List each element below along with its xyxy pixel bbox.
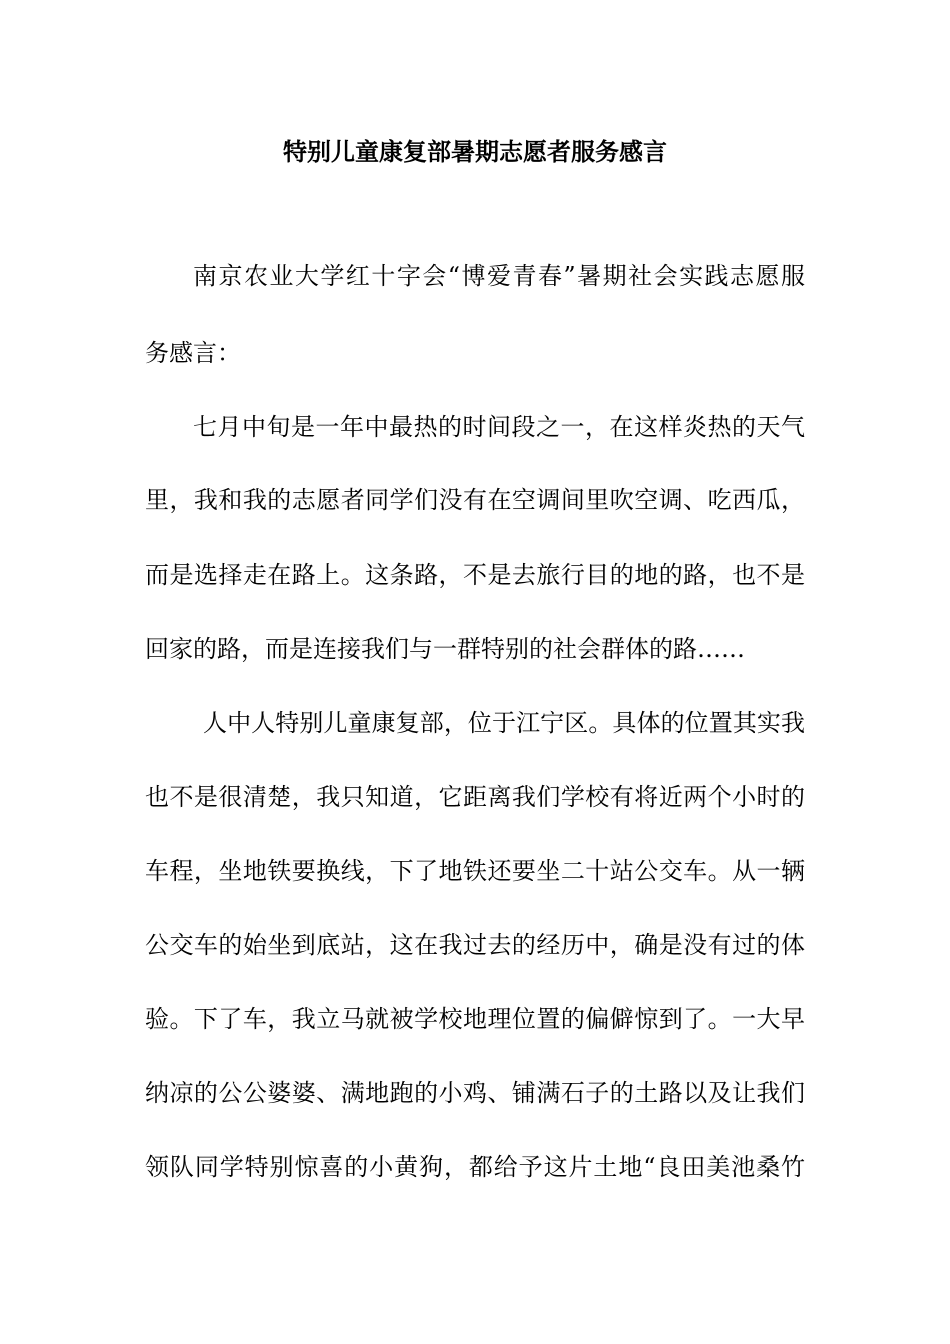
paragraph-line: 务感言： (145, 339, 241, 367)
paragraph-line: 纳凉的公公婆婆、满地跑的小鸡、铺满石子的土路以及让我们 (145, 1079, 805, 1107)
document-title: 特别儿童康复部暑期志愿者服务感言 (283, 137, 667, 166)
paragraph-line: 里，我和我的志愿者同学们没有在空调间里吹空调、吃西瓜， (145, 486, 805, 514)
paragraph-line: 而是选择走在路上。这条路，不是去旅行目的地的路，也不是 (145, 561, 805, 589)
paragraph-line: 车程，坐地铁要换线，下了地铁还要坐二十站公交车。从一辆 (145, 857, 805, 885)
paragraph-line: 领队同学特别惊喜的小黄狗，都给予这片土地“良田美池桑竹 (145, 1153, 805, 1181)
paragraph-line: 南京农业大学红十字会“博爱青春”暑期社会实践志愿服 (193, 262, 805, 290)
paragraph-line: 回家的路，而是连接我们与一群特别的社会群体的路…… (145, 635, 745, 663)
paragraph-line: 验。下了车，我立马就被学校地理位置的偏僻惊到了。一大早 (145, 1005, 805, 1033)
paragraph-line: 也不是很清楚，我只知道，它距离我们学校有将近两个小时的 (145, 783, 805, 811)
paragraph-line: 七月中旬是一年中最热的时间段之一，在这样炎热的天气 (193, 413, 805, 441)
paragraph-line: 公交车的始坐到底站，这在我过去的经历中，确是没有过的体 (145, 931, 805, 959)
paragraph-line: 人中人特别儿童康复部，位于江宁区。具体的位置其实我 (203, 709, 805, 737)
